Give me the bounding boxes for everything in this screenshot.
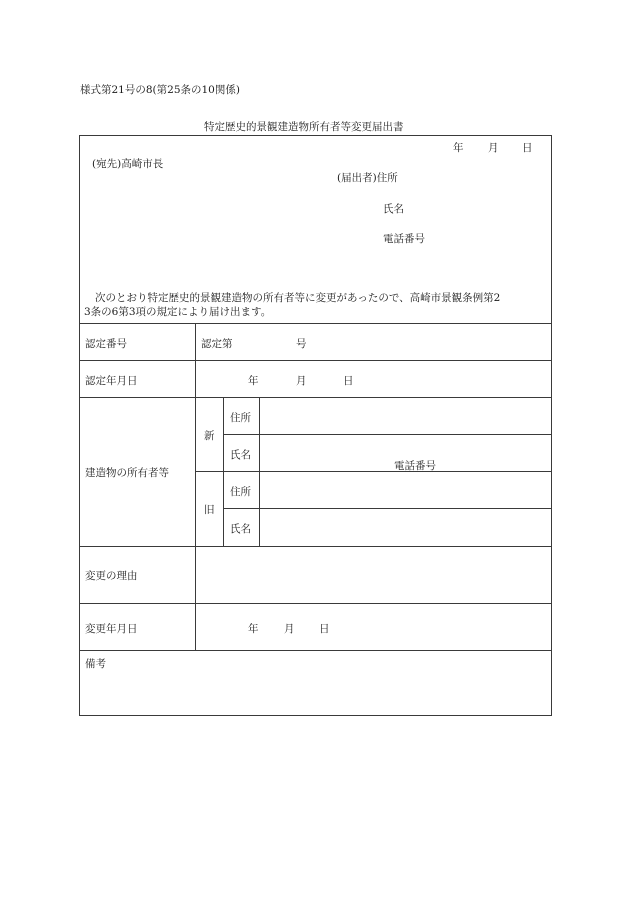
cert-number-suffix: 号 bbox=[296, 338, 307, 350]
reason-label: 変更の理由 bbox=[85, 570, 138, 582]
cert-date-label: 認定年月日 bbox=[85, 375, 138, 387]
date-day: 日 bbox=[522, 142, 533, 154]
form-title: 特定歴史的景観建造物所有者等変更届出書 bbox=[204, 121, 404, 133]
notifier-name-label: 氏名 bbox=[383, 203, 404, 215]
date-month: 月 bbox=[488, 142, 499, 154]
cert-date-year: 年 bbox=[248, 375, 259, 387]
owner-new-label: 新 bbox=[204, 430, 215, 442]
change-date-month: 月 bbox=[284, 623, 295, 635]
addressee: (宛先)高崎市長 bbox=[92, 158, 164, 170]
change-date-year: 年 bbox=[248, 623, 259, 635]
change-date-label: 変更年月日 bbox=[85, 623, 138, 635]
date-year: 年 bbox=[453, 142, 464, 154]
statement-line-2: 3条の6第3項の規定により届け出ます。 bbox=[84, 306, 272, 318]
change-date-day: 日 bbox=[319, 623, 330, 635]
owner-new-address-label: 住所 bbox=[230, 412, 251, 424]
owner-new-phone-label: 電話番号 bbox=[394, 460, 436, 472]
owner-old-address-label: 住所 bbox=[230, 486, 251, 498]
owner-old-name-label: 氏名 bbox=[230, 523, 251, 535]
form-label: 様式第21号の8(第25条の10関係) bbox=[80, 84, 240, 96]
owner-label: 建造物の所有者等 bbox=[85, 467, 169, 479]
owner-old-label: 旧 bbox=[204, 504, 215, 516]
remarks-label: 備考 bbox=[85, 658, 106, 670]
cert-date-day: 日 bbox=[343, 375, 354, 387]
cert-date-month: 月 bbox=[296, 375, 307, 387]
notifier-address-label: (届出者)住所 bbox=[337, 172, 398, 184]
notifier-phone-label: 電話番号 bbox=[383, 233, 425, 245]
cert-number-prefix: 認定第 bbox=[201, 338, 233, 350]
statement-line-1: 次のとおり特定歴史的景観建造物の所有者等に変更があったので、高崎市景観条例第2 bbox=[95, 292, 501, 304]
owner-new-name-label: 氏名 bbox=[230, 449, 251, 461]
cert-number-label: 認定番号 bbox=[85, 338, 127, 350]
